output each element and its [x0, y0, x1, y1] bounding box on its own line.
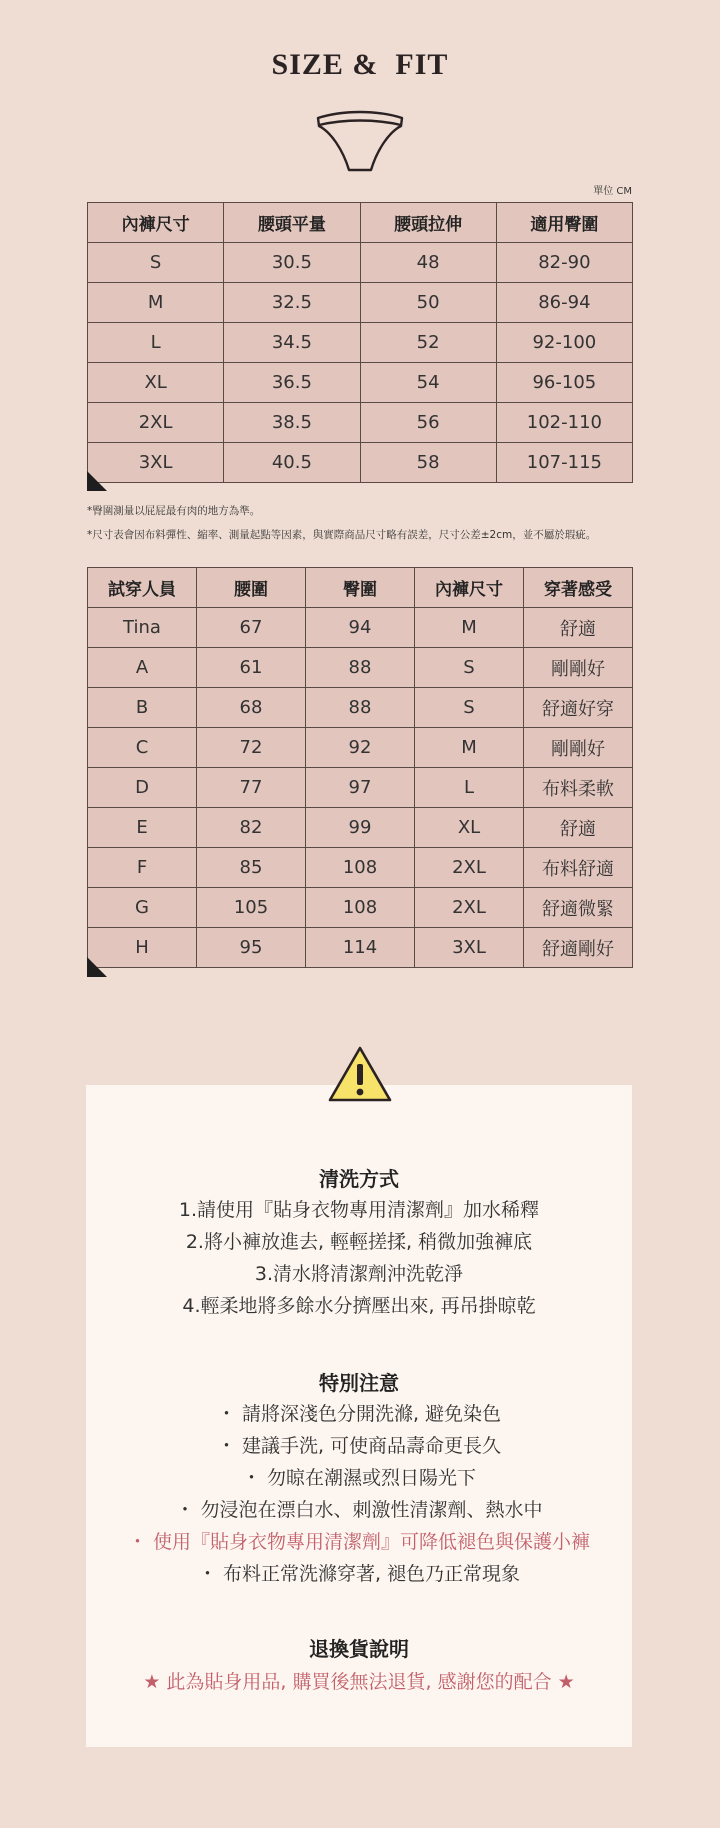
table-cell: 108	[306, 888, 415, 928]
table-cell: 54	[360, 363, 496, 403]
table-cell: 布料舒適	[524, 848, 633, 888]
table-row	[88, 443, 633, 483]
table-cell: 114	[306, 928, 415, 968]
table-cell: 舒適好穿	[524, 688, 633, 728]
table-cell: 布料柔軟	[524, 768, 633, 808]
notice-title: 特別注意	[319, 1371, 399, 1395]
table-cell: 舒適微緊	[524, 888, 633, 928]
table-cell: 67	[197, 608, 306, 648]
table-cell: 108	[306, 848, 415, 888]
warning-triangle-icon	[326, 1044, 394, 1104]
table-cell: 52	[360, 323, 496, 363]
tryon-table-header	[88, 568, 633, 608]
header-cell: 內褲尺寸	[88, 203, 224, 243]
table-row	[88, 808, 633, 848]
table-cell: XL	[415, 808, 524, 848]
table-cell: 68	[197, 688, 306, 728]
table-cell: A	[88, 648, 197, 688]
table-cell: S	[415, 648, 524, 688]
table-cell: 94	[306, 608, 415, 648]
header-cell: 腰頭平量	[224, 203, 360, 243]
table-cell: 102-110	[496, 403, 632, 443]
table-cell: D	[88, 768, 197, 808]
table-cell: 95	[197, 928, 306, 968]
size-table	[87, 202, 633, 483]
table-cell: 舒適	[524, 808, 633, 848]
notice-item: ・ 勿浸泡在漂白水、刺激性清潔劑、熱水中	[175, 1499, 543, 1521]
table-cell: L	[88, 323, 224, 363]
table-row	[88, 768, 633, 808]
size-table-header	[88, 203, 633, 243]
care-panel	[86, 1085, 632, 1747]
notice-item: ・ 建議手洗, 可使商品壽命更長久	[216, 1435, 502, 1457]
table-cell: F	[88, 848, 197, 888]
table-cell: B	[88, 688, 197, 728]
table-row	[88, 403, 633, 443]
header-cell: 腰圍	[197, 568, 306, 608]
table-cell: 38.5	[224, 403, 360, 443]
table-cell: 40.5	[224, 443, 360, 483]
table-cell: 剛剛好	[524, 728, 633, 768]
note-hip: *臀圍測量以屁屁最有肉的地方為準。	[87, 505, 261, 517]
table-cell: 58	[360, 443, 496, 483]
table-cell: L	[415, 768, 524, 808]
table-cell: 88	[306, 648, 415, 688]
table-cell: 85	[197, 848, 306, 888]
notice-item: ・ 勿晾在潮濕或烈日陽光下	[241, 1467, 477, 1489]
header-cell: 內褲尺寸	[415, 568, 524, 608]
table-cell: 舒適	[524, 608, 633, 648]
note-tolerance: *尺寸表會因布料彈性、縮率、測量起點等因素，與實際商品尺寸略有誤差，尺寸公差±2cm，並不屬於瑕疵。	[87, 529, 597, 541]
table-cell: S	[415, 688, 524, 728]
table-cell: 30.5	[224, 243, 360, 283]
table-cell: H	[88, 928, 197, 968]
table-cell: 82-90	[496, 243, 632, 283]
table-cell: 56	[360, 403, 496, 443]
table-cell: 72	[197, 728, 306, 768]
table-row	[88, 608, 633, 648]
table-row	[88, 848, 633, 888]
table-cell: 88	[306, 688, 415, 728]
table-cell: 2XL	[415, 848, 524, 888]
table-cell: S	[88, 243, 224, 283]
header-cell: 穿著感受	[524, 568, 633, 608]
table-cell: M	[415, 728, 524, 768]
table-row	[88, 728, 633, 768]
return-title: 退換貨說明	[309, 1637, 409, 1661]
table-cell: 99	[306, 808, 415, 848]
table-cell: G	[88, 888, 197, 928]
table-cell: 34.5	[224, 323, 360, 363]
notice-item: ・ 布料正常洗滌穿著, 褪色乃正常現象	[197, 1563, 521, 1585]
table-cell: 3XL	[88, 443, 224, 483]
table-row	[88, 363, 633, 403]
table-cell: 舒適剛好	[524, 928, 633, 968]
wash-step: 1.請使用『貼身衣物專用清潔劑』加水稀釋	[178, 1199, 540, 1221]
notice-item-highlight: ・ 使用『貼身衣物專用清潔劑』可降低褪色與保護小褲	[127, 1531, 591, 1553]
table-cell: 36.5	[224, 363, 360, 403]
notice-item: ・ 請將深淺色分開洗滌, 避免染色	[216, 1403, 502, 1425]
table-cell: 3XL	[415, 928, 524, 968]
table-cell: 96-105	[496, 363, 632, 403]
table-cell: M	[88, 283, 224, 323]
table-cell: 50	[360, 283, 496, 323]
table-cell: 32.5	[224, 283, 360, 323]
table-cell: 2XL	[415, 888, 524, 928]
wash-step: 3.清水將清潔劑沖洗乾淨	[254, 1263, 464, 1285]
header-cell: 適用臀圍	[496, 203, 632, 243]
page-title: SIZE & FIT	[271, 48, 449, 81]
table-row	[88, 323, 633, 363]
table-row	[88, 928, 633, 968]
table-cell: XL	[88, 363, 224, 403]
table-cell: 105	[197, 888, 306, 928]
table-cell: 97	[306, 768, 415, 808]
return-text: ★ 此為貼身用品, 購買後無法退貨, 感謝您的配合 ★	[143, 1671, 575, 1693]
table-cell: 77	[197, 768, 306, 808]
table-row	[88, 648, 633, 688]
table-row	[88, 243, 633, 283]
table-cell: 剛剛好	[524, 648, 633, 688]
table-cell: E	[88, 808, 197, 848]
table-cell: C	[88, 728, 197, 768]
table-cell: M	[415, 608, 524, 648]
table-row	[88, 888, 633, 928]
table-cell: 2XL	[88, 403, 224, 443]
wash-step: 4.輕柔地將多餘水分擠壓出來, 再吊掛晾乾	[182, 1295, 536, 1317]
table-cell: Tina	[88, 608, 197, 648]
corner-decoration	[87, 957, 107, 977]
table-cell: 82	[197, 808, 306, 848]
unit-label: 單位 CM	[593, 186, 632, 197]
header-cell: 臀圍	[306, 568, 415, 608]
table-row	[88, 283, 633, 323]
wash-title: 清洗方式	[319, 1167, 399, 1191]
tryon-table	[87, 567, 633, 968]
table-row	[88, 688, 633, 728]
corner-decoration	[87, 471, 107, 491]
table-cell: 92	[306, 728, 415, 768]
table-cell: 61	[197, 648, 306, 688]
table-cell: 92-100	[496, 323, 632, 363]
table-cell: 107-115	[496, 443, 632, 483]
table-cell: 48	[360, 243, 496, 283]
wash-step: 2.將小褲放進去, 輕輕搓揉, 稍微加強褲底	[185, 1231, 533, 1253]
header-cell: 腰頭拉伸	[360, 203, 496, 243]
underwear-icon	[313, 110, 407, 176]
table-cell: 86-94	[496, 283, 632, 323]
header-cell: 試穿人員	[88, 568, 197, 608]
